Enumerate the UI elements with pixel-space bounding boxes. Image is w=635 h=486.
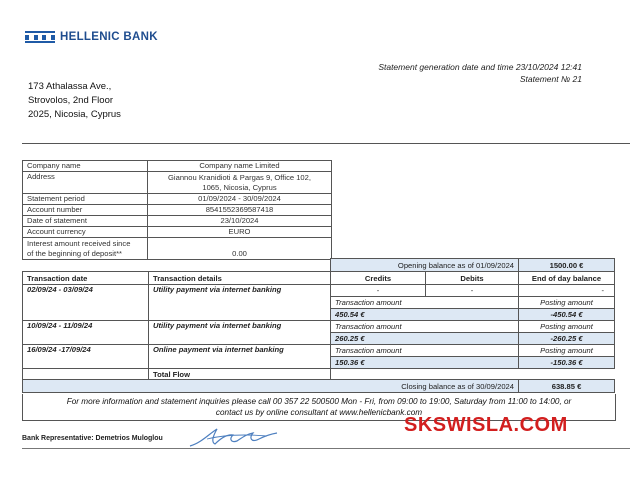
address-line-3: 2025, Nicosia, Cyprus bbox=[28, 109, 121, 120]
header-date: Transaction date bbox=[23, 272, 149, 285]
info-value bbox=[148, 172, 332, 194]
info-label: Statement period bbox=[23, 194, 148, 205]
tx-posting-label: Posting amount bbox=[519, 321, 615, 333]
tx-details: Utility payment via internet banking bbox=[149, 285, 331, 321]
info-value: 23/10/2024 bbox=[148, 216, 332, 227]
tx-posting: -150.36 € bbox=[519, 357, 615, 369]
bank-logo-icon bbox=[25, 31, 55, 43]
header-debits: Debits bbox=[426, 272, 519, 285]
address-line-2: Strovolos, 2nd Floor bbox=[28, 95, 114, 106]
tx-posting: -450.54 € bbox=[519, 309, 615, 321]
info-label: Account number bbox=[23, 205, 148, 216]
bank-logo bbox=[25, 30, 158, 44]
statement-number: Statement № 21 bbox=[519, 74, 582, 84]
account-info-table bbox=[22, 160, 332, 260]
header-details: Transaction details bbox=[149, 272, 331, 285]
tx-posting-label: Posting amount bbox=[519, 297, 615, 309]
tx-amount-label: Transaction amount bbox=[331, 345, 519, 357]
header-balance: End of day balance bbox=[519, 272, 615, 285]
tx-debit-dash: - bbox=[426, 285, 519, 297]
info-label: Address bbox=[23, 172, 148, 194]
info-value: 01/09/2024 - 30/09/2024 bbox=[148, 194, 332, 205]
tx-amount: 450.54 € bbox=[331, 309, 519, 321]
interest-label-1: Interest amount received since bbox=[27, 238, 131, 248]
tx-details: Utility payment via internet banking bbox=[149, 321, 331, 345]
opening-balance-label: Opening balance as of 01/09/2024 bbox=[331, 259, 519, 272]
divider bbox=[22, 143, 630, 144]
tx-posting: -260.25 € bbox=[519, 333, 615, 345]
tx-amount-label: Transaction amount bbox=[331, 297, 519, 309]
tx-balance-dash: - bbox=[519, 285, 615, 297]
address-value-2: 1065, Nicosia, Cyprus bbox=[202, 183, 277, 192]
tx-details: Online payment via internet banking bbox=[149, 345, 331, 369]
info-label: Account currency bbox=[23, 227, 148, 238]
footer-line-2: contact us by online consultant at www.hellenicbank.com bbox=[215, 408, 423, 417]
statement-generated: Statement generation date and time 23/10/2024 12:41 bbox=[378, 62, 582, 72]
closing-balance-value: 638.85 € bbox=[519, 380, 615, 393]
info-value: Company name Limited bbox=[148, 161, 332, 172]
info-label bbox=[23, 238, 148, 260]
info-label: Company name bbox=[23, 161, 148, 172]
footer-line-1: For more information and statement inquiries please call 00 357 22 500500 Mon - Fri, from 09:00 to 19:00, Saturday from 11:00 to 14:00, or bbox=[66, 397, 572, 406]
header-credits: Credits bbox=[331, 272, 426, 285]
closing-balance-label: Closing balance as of 30/09/2024 bbox=[23, 380, 519, 393]
interest-label-2: of the beginning of deposit** bbox=[27, 248, 122, 258]
opening-balance-value: 1500.00 € bbox=[519, 259, 615, 272]
total-flow-label: Total Flow bbox=[149, 369, 331, 380]
bank-name: HELLENIC BANK bbox=[60, 31, 158, 43]
bank-representative: Bank Representative: Demetrios Muloglou bbox=[22, 435, 163, 442]
tx-date: 02/09/24 - 03/09/24 bbox=[23, 285, 149, 321]
tx-amount: 150.36 € bbox=[331, 357, 519, 369]
signature-image bbox=[187, 425, 279, 449]
tx-amount-label: Transaction amount bbox=[331, 321, 519, 333]
tx-date: 10/09/24 - 11/09/24 bbox=[23, 321, 149, 345]
tx-credit-dash: - bbox=[331, 285, 426, 297]
tx-amount: 260.25 € bbox=[331, 333, 519, 345]
watermark: SKSWISLA.COM bbox=[404, 414, 568, 436]
tx-posting-label: Posting amount bbox=[519, 345, 615, 357]
transactions-grid bbox=[22, 258, 615, 393]
info-value: EURO bbox=[148, 227, 332, 238]
tx-date: 16/09/24 -17/09/24 bbox=[23, 345, 149, 369]
info-label: Date of statement bbox=[23, 216, 148, 227]
info-value: 8541552369587418 bbox=[148, 205, 332, 216]
info-value: 0.00 bbox=[148, 238, 332, 260]
address-value-1: Giannou Kranidioti & Pargas 9, Office 102, bbox=[168, 173, 311, 182]
divider bbox=[22, 448, 630, 449]
address-line-1: 173 Athalassa Ave., bbox=[28, 81, 112, 92]
